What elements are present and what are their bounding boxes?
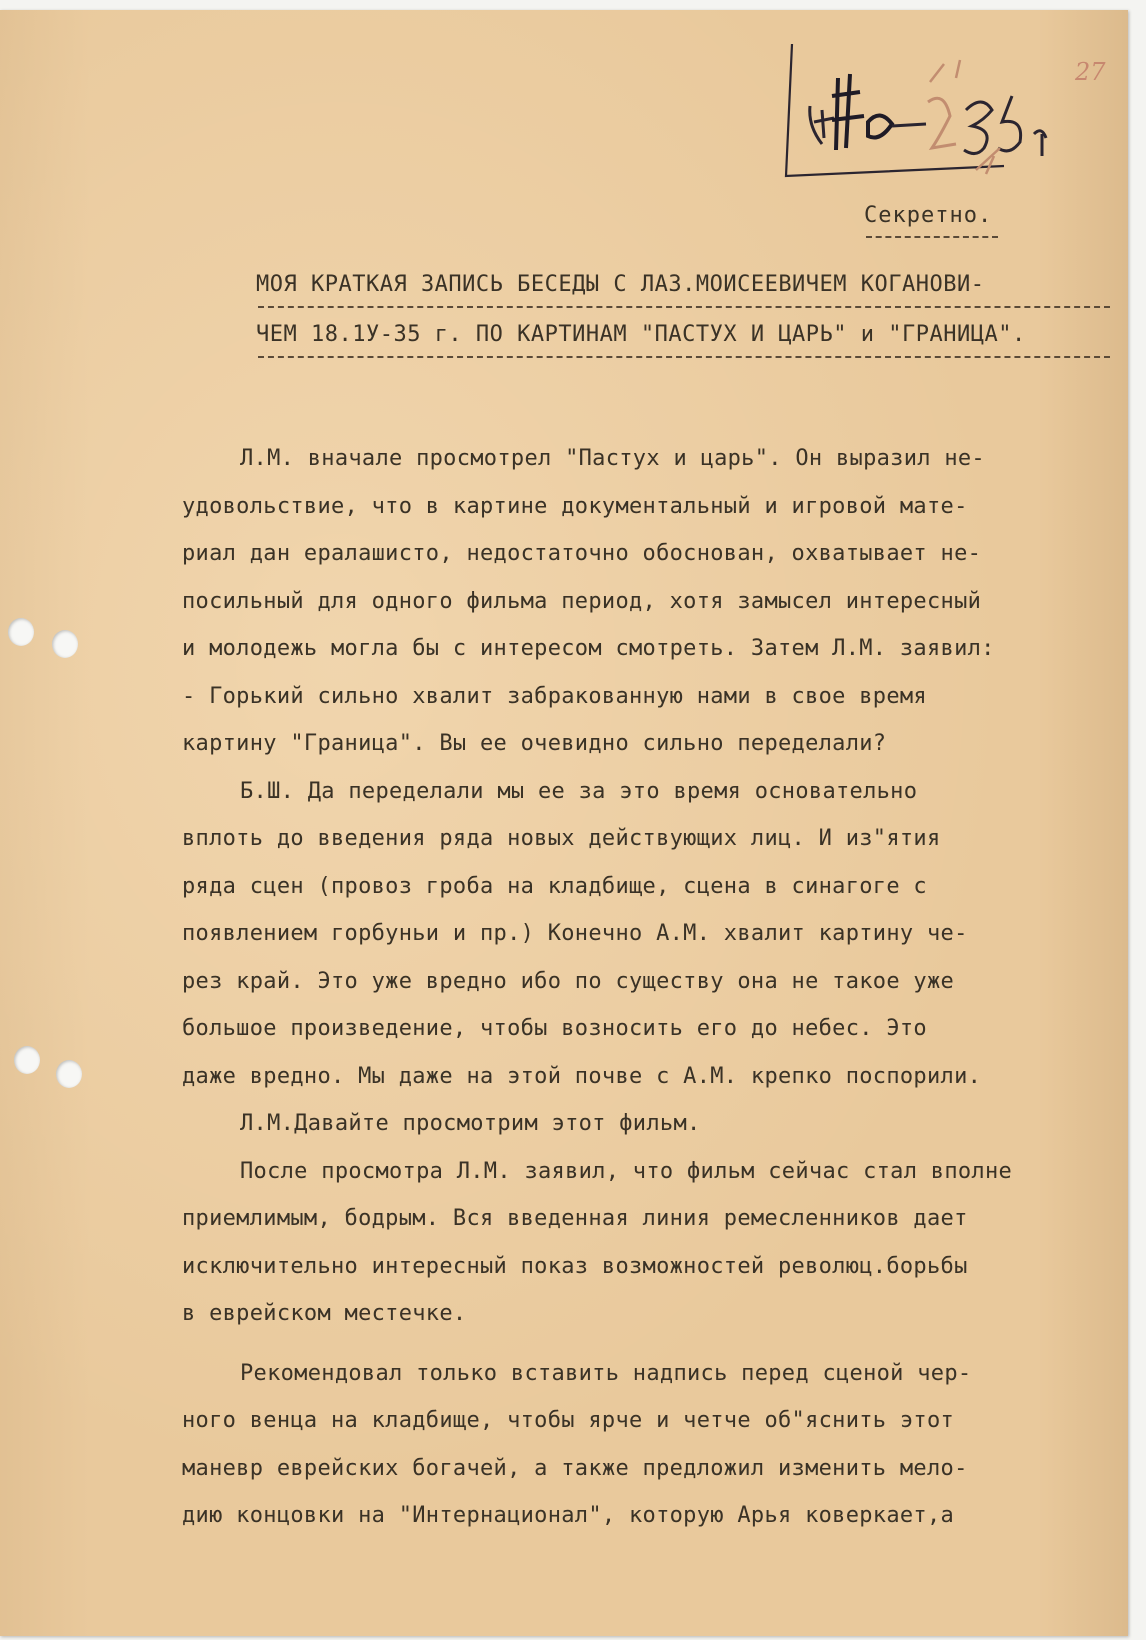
body-line: и молодежь могла бы с интересом смотреть. Затем Л.М. заявил: <box>182 636 995 661</box>
body-line: даже вредно. Мы даже на этой почве с А.М. крепко поспорили. <box>182 1063 982 1089</box>
body-line: приемлимым, бодрым. Вся введенная линия ремесленников дает <box>182 1206 968 1231</box>
title-line: ЧЕМ 18.1У-35 г. ПО КАРТИНАМ "ПАСТУХ И ЦАРЬ" и "ГРАНИЦА". <box>256 322 1136 372</box>
document-body <box>182 446 1122 1551</box>
body-line: маневр еврейских богачей, а также предложил изменить мело- <box>182 1455 968 1481</box>
body-line: - Горький сильно хвалит забракованную нами в свое время <box>182 683 927 709</box>
body-line: посильный для одного фильма период, хотя замысел интересный <box>182 588 982 614</box>
body-line: рез край. Это уже вредно ибо по существу она не такое уже <box>182 968 955 994</box>
handwritten-registration-number <box>780 38 1080 188</box>
body-line: Л.М. вначале просмотрел "Пастух и царь". Он выразил не- <box>240 446 985 471</box>
document-title <box>256 272 1136 372</box>
body-line: в еврейском местечке. <box>182 1301 467 1326</box>
body-line: картину "Граница". Вы ее очевидно сильно переделали? <box>182 731 887 756</box>
body-line: дию концовки на "Интернационал", которую Арья коверкает,а <box>182 1503 955 1528</box>
body-line: риал дан ералашисто, недостаточно обоснован, охватывает не- <box>182 541 982 566</box>
body-line: большое произведение, чтобы возносить его до небес. Это <box>182 1016 927 1041</box>
body-line: исключительно интересный показ возможностей революц.борьбы <box>182 1253 968 1279</box>
body-line: ряда сцен (провоз гроба на кладбище, сцена в синагоге с <box>182 873 927 899</box>
body-line: вплоть до введения ряда новых действующих лиц. И из"ятия <box>182 826 941 851</box>
classification-label: Секретно. <box>864 203 993 228</box>
punch-hole <box>8 618 34 646</box>
body-line: появлением горбуньи и пр.) Конечно А.М. хвалит картину че- <box>182 921 968 946</box>
body-line: удовольствие, что в картине документальный и игровой мате- <box>182 493 968 519</box>
body-line: После просмотра Л.М. заявил, что фильм сейчас стал вполне <box>240 1158 1013 1184</box>
body-line: Б.Ш. Да переделали мы ее за это время основательно <box>240 778 918 804</box>
body-line: Л.М.Давайте просмотрим этот фильм. <box>240 1111 701 1136</box>
punch-hole <box>56 1060 82 1088</box>
document-sheet <box>0 10 1128 1636</box>
body-line: Рекомендовал только вставить надпись перед сценой чер- <box>240 1360 972 1386</box>
page-number: 27 <box>1075 58 1106 86</box>
punch-hole <box>52 630 78 658</box>
classification-underline <box>866 236 998 238</box>
punch-hole <box>14 1046 40 1074</box>
title-line: МОЯ КРАТКАЯ ЗАПИСЬ БЕСЕДЫ С ЛАЗ.МОИСЕЕВИЧЕМ КОГАНОВИ- <box>256 272 1136 322</box>
body-line: ного венца на кладбище, чтобы ярче и четче об"яснить этот <box>182 1408 955 1433</box>
